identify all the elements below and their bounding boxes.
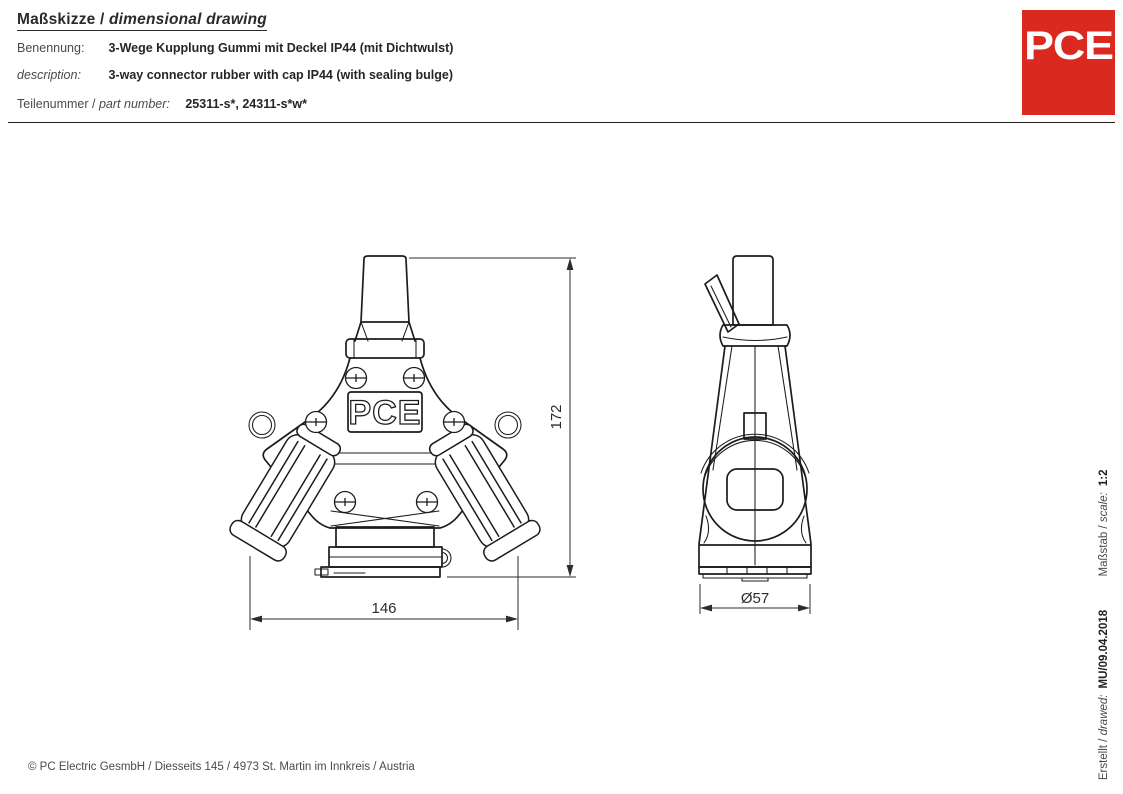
pce-logo-text: PCE bbox=[1024, 24, 1113, 68]
part-number-value: 25311-s*, 24311-s*w* bbox=[185, 97, 307, 111]
scale-value: 1:2 bbox=[1098, 469, 1110, 487]
part-number-label-de: Teilenummer / bbox=[17, 97, 99, 111]
name-value: 3-Wege Kupplung Gummi mit Deckel IP44 (mit Dichtwulst) bbox=[108, 41, 454, 55]
pce-logo bbox=[1022, 10, 1115, 115]
part-number-label-en: part number: bbox=[98, 97, 170, 111]
collar-side bbox=[720, 325, 790, 346]
description-value: 3-way connector rubber with cap IP44 (with sealing bulge) bbox=[108, 68, 453, 82]
page-title bbox=[17, 11, 267, 31]
description-row bbox=[17, 68, 453, 82]
name-row bbox=[17, 41, 453, 55]
page-title-en: dimensional drawing bbox=[109, 11, 267, 28]
scale-label-en: scale: bbox=[1098, 492, 1110, 523]
created-info bbox=[1097, 605, 1111, 785]
dim-diameter-label: Ø57 bbox=[740, 590, 770, 607]
created-label-en: drawed: bbox=[1098, 694, 1110, 736]
scale-info bbox=[1097, 458, 1111, 588]
front-view bbox=[227, 256, 542, 577]
cap-strap bbox=[705, 275, 739, 332]
device-logo-text: PCE bbox=[348, 394, 422, 432]
page-title-de: Maßskizze bbox=[17, 11, 96, 28]
description-label: description: bbox=[17, 68, 81, 82]
created-value: MU/09.04.2018 bbox=[1098, 609, 1110, 689]
dimension-diameter bbox=[700, 584, 810, 614]
bottom-socket bbox=[315, 527, 451, 577]
side-view bbox=[699, 256, 811, 581]
device-logo-plate bbox=[348, 392, 422, 432]
cable-gland-front bbox=[361, 256, 409, 322]
left-socket-cap bbox=[227, 418, 348, 563]
right-socket-cap bbox=[421, 418, 542, 563]
cable-gland-side bbox=[733, 256, 773, 325]
part-number-row bbox=[17, 97, 307, 111]
header-divider bbox=[8, 122, 1115, 123]
created-label-de: Erstellt / bbox=[1098, 735, 1110, 781]
dim-height-label: 172 bbox=[548, 404, 565, 430]
page-title-sep: / bbox=[95, 11, 109, 28]
scale-label-de: Maßstab / bbox=[1098, 522, 1110, 577]
dimensional-drawing bbox=[0, 130, 1123, 750]
gland-collar bbox=[346, 339, 424, 358]
copyright-line: © PC Electric GesmbH / Diesseits 145 / 4973 St. Martin im Innkreis / Austria bbox=[28, 761, 415, 773]
dim-width-label: 146 bbox=[371, 600, 397, 617]
name-label: Benennung: bbox=[17, 41, 85, 55]
